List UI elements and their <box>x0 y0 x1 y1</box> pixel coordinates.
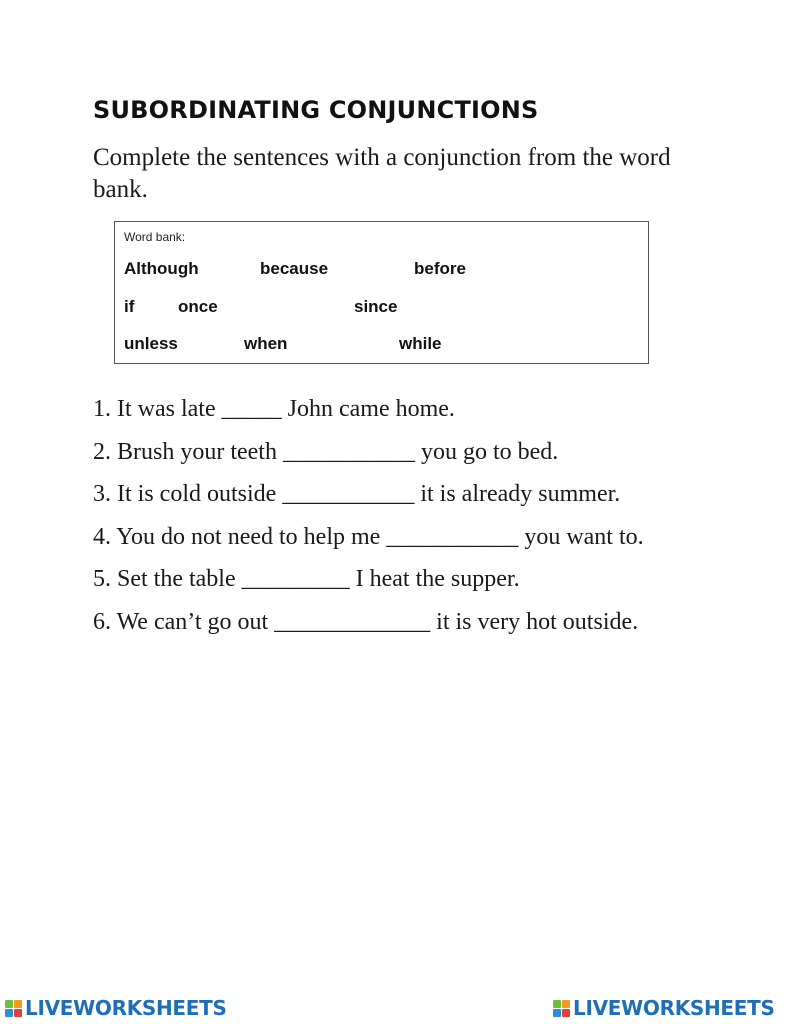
liveworksheets-logo-icon <box>553 1000 570 1017</box>
sentence-item: 6. We can’t go out _____________ it is very hot outside. <box>93 608 639 635</box>
sentence-item: 4. You do not need to help me ___________ you want to. <box>93 523 644 550</box>
sentence-item: 2. Brush your teeth ___________ you go to bed. <box>93 438 559 465</box>
instructions-text: Complete the sentences with a conjunction from the word bank. <box>93 144 671 203</box>
sentence-item: 1. It was late _____ John came home. <box>93 396 455 422</box>
brand-name: LIVEWORKSHEETS <box>25 996 227 1020</box>
sentence-list <box>93 388 644 643</box>
logo-tile <box>5 1000 13 1008</box>
logo-tile <box>5 1009 13 1017</box>
word-bank-word: since <box>354 297 398 316</box>
word-bank-word: Although <box>124 259 199 278</box>
word-bank-word: if <box>124 297 135 316</box>
word-bank-word: because <box>260 259 329 278</box>
word-bank-word: unless <box>124 334 178 353</box>
sentence-item: 3. It is cold outside ___________ it is already summer. <box>93 481 621 507</box>
logo-tile <box>553 1000 561 1008</box>
logo-tile <box>562 1009 570 1017</box>
word-bank-word: while <box>399 334 442 353</box>
word-bank-box <box>114 221 649 364</box>
logo-tile <box>14 1009 22 1017</box>
page-title: SUBORDINATING CONJUNCTIONS <box>93 96 539 124</box>
liveworksheets-logo-icon <box>5 1000 22 1017</box>
word-bank-word: once <box>178 297 218 316</box>
logo-tile <box>562 1000 570 1008</box>
footer-logo-left[interactable] <box>5 996 227 1020</box>
word-bank-word: when <box>244 334 288 353</box>
logo-tile <box>553 1009 561 1017</box>
word-bank-label: Word bank: <box>124 230 186 244</box>
sentence-item: 5. Set the table _________ I heat the supper. <box>93 566 520 592</box>
footer-logo-right[interactable] <box>553 996 775 1020</box>
logo-tile <box>14 1000 22 1008</box>
brand-name: LIVEWORKSHEETS <box>573 996 775 1020</box>
word-bank-word: before <box>414 259 466 278</box>
